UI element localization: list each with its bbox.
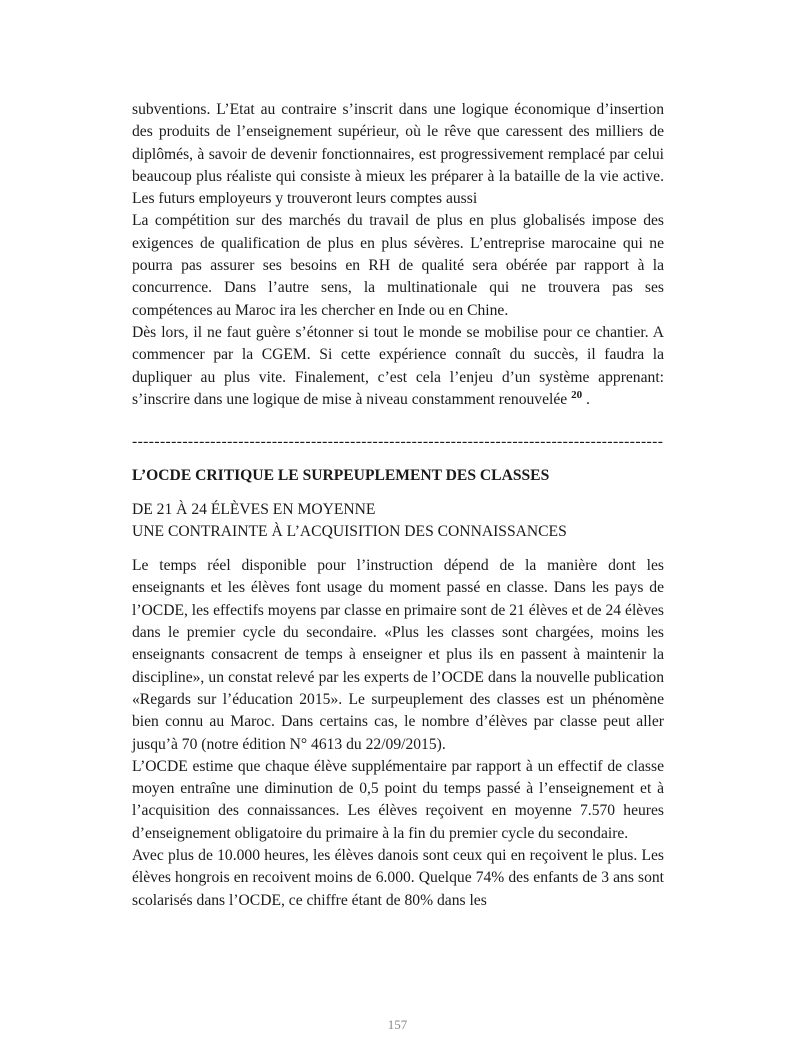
article-body <box>132 555 664 912</box>
body-paragraph: La compétition sur des marchés du travail de plus en plus globalisés impose des exigences de qualification de plus en plus sévères. L’entreprise marocaine qui ne pourra pas assurer ses besoins en RH de qualité sera obérée par rapport à la concurrence. Dans l’autre sens, la multinationale qui ne trouvera pas ses compétences au Maroc ira les chercher en Inde ou en Chine. <box>132 212 664 319</box>
body-paragraph: Le temps réel disponible pour l’instruction dépend de la manière dont les enseignants et les élèves font usage du moment passé en classe. Dans les pays de l’OCDE, les effectifs moyens par classe en primaire sont de 21 élèves et de 24 élèves dans le premier cycle du secondaire. «Plus les classes sont chargées, moins les enseignants consacrent de temps à enseigner et plus ils en passent à maintenir la discipline», un constat relevé par les experts de l’OCDE dans la nouvelle publication «Regards sur l’éducation 2015». Le surpeuplement des classes est un phénomène bien connu au Maroc. Dans certains cas, le nombre d’élèves par classe peut aller jusqu’à 70 (notre édition N° 4613 du 22/09/2015). <box>132 557 664 753</box>
closing-paragraph-end: . <box>586 390 590 408</box>
closing-paragraph-text: Dès lors, il ne faut guère s’étonner si tout le monde se mobilise pour ce chantier. A commencer par la CGEM. Si cette expérience connaît du succès, il faudra la dupliquer au plus vite. Finalement, c’est cela l’enjeu d’un système apprenant: s’inscrire dans une logique de mise à niveau constamment renouvelée <box>132 323 664 408</box>
page-number: 157 <box>387 1017 408 1032</box>
body-paragraph: Avec plus de 10.000 heures, les élèves danois sont ceux qui en reçoivent le plus. Les élèves hongrois en recoivent moins de 6.000. Quelque 74% des enfants de 3 ans sont scolarisés dans l’OCDE, ce chiffre étant de 80% dans les <box>132 847 664 909</box>
article-subtitle <box>132 499 664 543</box>
section-separator: ----------------------------------------------------------------------------------------------- <box>132 433 664 451</box>
subtitle-line: DE 21 À 24 ÉLÈVES EN MOYENNE <box>132 501 376 519</box>
article-title: L’OCDE CRITIQUE LE SURPEUPLEMENT DES CLASSES <box>132 467 550 485</box>
footnote-reference: 20 <box>571 388 583 401</box>
body-paragraph <box>132 322 664 411</box>
body-paragraph: L’OCDE estime que chaque élève supplémentaire par rapport à un effectif de classe moyen entraîne une diminution de 0,5 point du temps passé à l’enseignement et à l’acquisition des connaissances. Les élèves reçoivent en moyenne 7.570 heures d’enseignement obligatoire du primaire à la fin du premier cycle du secondaire. <box>132 757 664 842</box>
subtitle-line: UNE CONTRAINTE À L’ACQUISITION DES CONNAISSANCES <box>132 523 567 541</box>
document-page <box>132 99 664 912</box>
body-paragraph: subventions. L’Etat au contraire s’inscrit dans une logique économique d’insertion des produits de l’enseignement supérieur, où le rêve que caressent des milliers de diplômés, à savoir de devenir fonctionnaires, est progressivement remplacé par celui beaucoup plus réaliste qui consiste à mieux les préparer à la bataille de la vie active. Les futurs employeurs y trouveront leurs comptes aussi <box>132 101 664 208</box>
